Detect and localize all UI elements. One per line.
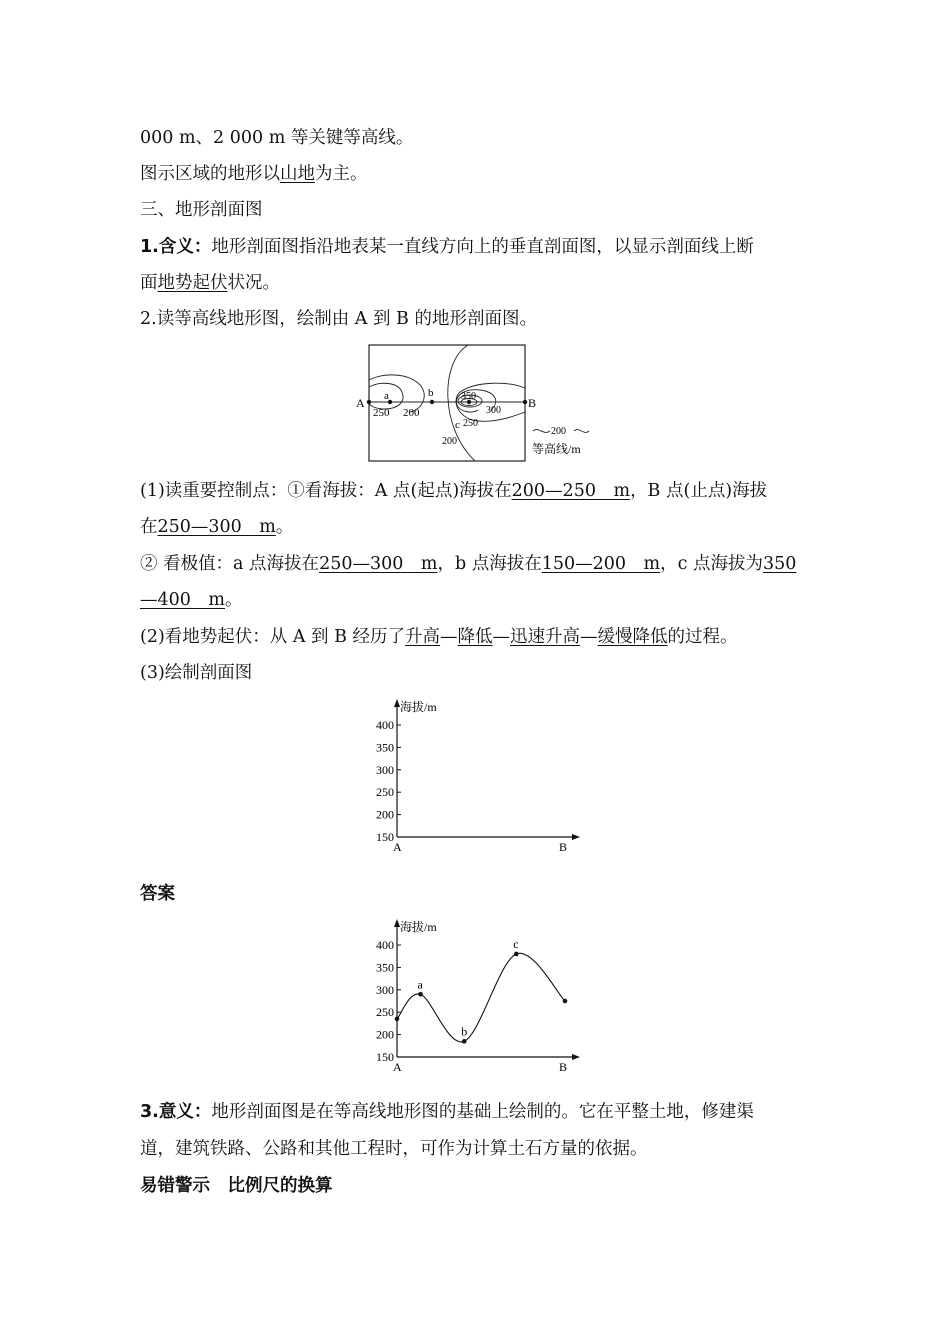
map-label: B <box>528 396 537 410</box>
text-line-2: 图示区域的地形以山地为主。 <box>140 164 368 184</box>
y-tick-label: 350 <box>376 960 394 975</box>
contour-map <box>340 340 620 470</box>
draw-line: (3)绘制剖面图 <box>140 663 253 683</box>
y-tick-label: 250 <box>376 1005 394 1020</box>
map-label: 350 <box>461 391 476 402</box>
significance-line-2: 道，建筑铁路、公路和其他工程时，可作为计算土石方量的依据。 <box>140 1139 648 1159</box>
extreme-values-line-2: —400 m。 <box>140 590 243 610</box>
control-points-line: (1)读重要控制点：①看海拔：A 点(起点)海拔在200—250 m，B 点(止点)海拔 <box>140 481 768 501</box>
x-label-end: B <box>559 1060 568 1074</box>
text-line-1: 000 m、2 000 m 等关键等高线。 <box>140 128 414 148</box>
underlined-answer: —400 m <box>140 590 225 610</box>
point-label: b <box>461 1024 468 1039</box>
underlined-answer: 150—200 m <box>541 554 661 574</box>
legend-value: 200 <box>551 426 566 437</box>
underlined-answer: 缓慢降低 <box>597 627 668 647</box>
y-axis-label: 海拔/m <box>400 700 437 714</box>
definition-line-2: 面地势起伏状况。 <box>140 273 280 293</box>
answer-profile-chart <box>360 913 590 1078</box>
underlined-answer: 地势起伏 <box>157 273 228 293</box>
y-tick-label: 200 <box>376 1027 394 1042</box>
map-label: A <box>356 396 365 410</box>
x-label-start: A <box>393 1060 402 1074</box>
y-tick-label: 300 <box>376 982 394 997</box>
x-label-end: B <box>559 840 568 854</box>
legend-label: 等高线/m <box>532 442 581 456</box>
underlined-answer: 200—250 m <box>511 481 631 501</box>
map-label: 200 <box>403 407 420 419</box>
underlined-answer: 升高 <box>405 627 441 647</box>
y-tick-label: 350 <box>376 740 394 755</box>
profile-point <box>418 992 423 997</box>
point-label: c <box>513 936 519 951</box>
y-tick-label: 400 <box>376 938 394 952</box>
map-label: 200 <box>442 436 457 447</box>
underlined-answer: 山地 <box>280 164 315 184</box>
y-tick-label: 400 <box>376 718 394 732</box>
map-label: 300 <box>486 405 501 416</box>
y-tick-label: 200 <box>376 807 394 822</box>
warning-heading: 易错警示 比例尺的换算 <box>140 1176 333 1196</box>
underlined-answer: 迅速升高 <box>510 627 581 647</box>
map-label: 250 <box>463 418 478 429</box>
relief-line: (2)看地势起伏：从 A 到 B 经历了升高—降低—迅速升高—缓慢降低的过程。 <box>140 627 738 647</box>
task-line: 2.读等高线地形图，绘制由 A 到 B 的地形剖面图。 <box>140 309 537 329</box>
profile-point <box>563 999 568 1004</box>
map-label: a <box>384 390 389 402</box>
underlined-answer: 250—300 m <box>319 554 438 574</box>
x-axis-arrow <box>572 834 580 840</box>
profile-line <box>397 953 565 1042</box>
y-tick-label: 250 <box>376 785 394 800</box>
empty-profile-chart <box>360 693 590 858</box>
underlined-answer: 降低 <box>457 627 493 647</box>
map-label: 250 <box>373 407 390 419</box>
profile-point <box>514 952 519 957</box>
underlined-answer: 350 <box>763 554 797 574</box>
y-tick-label: 150 <box>376 1050 394 1064</box>
definition-line: 1.含义：地形剖面图指沿地表某一直线方向上的垂直剖面图，以显示剖面线上断 <box>140 237 754 257</box>
extreme-values-line: ② 看极值：a 点海拔在250—300 m，b 点海拔在150—200 m，c 点海拔为350 <box>140 554 797 574</box>
profile-point <box>462 1039 467 1044</box>
profile-point <box>395 1017 400 1022</box>
x-axis-arrow <box>572 1054 580 1060</box>
x-label-start: A <box>393 840 402 854</box>
significance-line: 3.意义：地形剖面图是在等高线地形图的基础上绘制的。它在平整土地，修建渠 <box>140 1102 754 1122</box>
y-axis-label: 海拔/m <box>400 920 437 934</box>
y-tick-label: 300 <box>376 762 394 777</box>
answer-heading: 答案 <box>140 884 175 904</box>
map-label: b <box>428 387 434 399</box>
section-heading: 三、地形剖面图 <box>140 200 263 220</box>
map-label: c <box>455 419 460 431</box>
control-points-line-2: 在250—300 m。 <box>140 517 294 537</box>
y-tick-label: 150 <box>376 830 394 844</box>
point-label: a <box>417 977 423 992</box>
underlined-answer: 250—300 m <box>157 517 276 537</box>
